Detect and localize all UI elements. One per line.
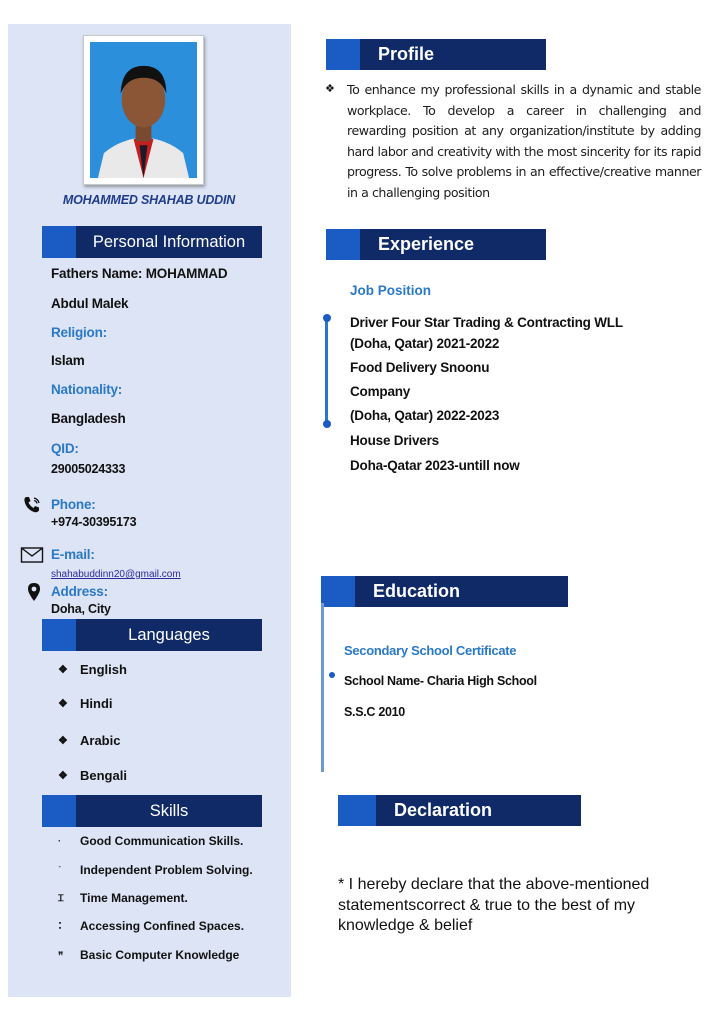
job-position-label: Job Position — [350, 283, 431, 298]
education-school: School Name- Charia High School — [344, 674, 537, 688]
experience-line: Doha-Qatar 2023-untill now — [350, 458, 520, 473]
experience-line: Company — [350, 384, 411, 399]
header-accent — [321, 576, 355, 607]
experience-line: Food Delivery Snoonu — [350, 360, 490, 375]
fathers-name-line1: Fathers Name: MOHAMMAD — [51, 266, 228, 281]
timeline-dot — [329, 672, 335, 678]
header-accent — [326, 229, 360, 260]
diamond-bullet-icon: ❖ — [325, 83, 335, 95]
education-timeline — [321, 603, 324, 772]
timeline-dot — [323, 314, 331, 322]
skill-item — [58, 891, 188, 905]
address-value: Doha, City — [51, 602, 111, 616]
experience-title: Experience — [378, 234, 475, 254]
skill-label: Basic Computer Knowledge — [80, 948, 240, 962]
experience-timeline — [325, 318, 328, 424]
header-accent — [338, 795, 376, 826]
header-accent — [326, 39, 360, 70]
header-accent — [42, 226, 76, 258]
declaration-title: Declaration — [394, 800, 493, 820]
personal-information-title: Personal Information — [92, 232, 246, 251]
profile-summary: To enhance my professional skills in a dynamic and stable workplace. To develop a career in challenging and rewarding position at any organization/institute by adding hard labor and creativity with the most sincerity for its rapid progress. To solve problems in an effective/creative manner in a challenging position — [347, 82, 701, 200]
language-label: Hindi — [80, 696, 113, 711]
qid-value: 29005024333 — [51, 462, 126, 476]
experience-line: (Doha, Qatar) 2021-2022 — [350, 336, 500, 351]
candidate-name: MOHAMMED SHAHAB UDDIN — [62, 193, 236, 207]
religion-value: Islam — [51, 353, 85, 368]
experience-line: (Doha, Qatar) 2022-2023 — [350, 408, 500, 423]
skills-header — [42, 795, 262, 827]
bullet-mark-icon: Ꮖ — [58, 892, 64, 903]
phone-icon — [22, 495, 42, 515]
language-item — [58, 733, 120, 748]
declaration-text: * I hereby declare that the above-mentioned statementscorrect & true to the best of my knowledge & belief — [338, 876, 650, 934]
email-label: E-mail: — [51, 547, 95, 562]
skill-item — [58, 919, 244, 933]
portrait-image — [90, 42, 197, 178]
skill-item — [58, 834, 243, 848]
language-item — [58, 768, 127, 783]
experience-line: Driver Four Star Trading & Contracting WLL — [350, 315, 623, 330]
envelope-icon — [20, 545, 44, 565]
profile-title: Profile — [378, 44, 435, 64]
header-accent — [42, 795, 76, 827]
profile-header — [326, 39, 546, 70]
personal-information-header — [42, 226, 262, 258]
experience-header — [326, 229, 546, 260]
language-item — [58, 662, 127, 677]
timeline-dot — [323, 420, 331, 428]
bullet-mark-icon: · — [58, 836, 61, 846]
skill-label: Independent Problem Solving. — [80, 863, 253, 877]
education-title: Education — [373, 581, 461, 601]
phone-label: Phone: — [51, 497, 96, 512]
language-label: Bengali — [80, 768, 127, 783]
education-certificate: Secondary School Certificate — [344, 643, 517, 658]
languages-header — [42, 619, 262, 651]
qid-label: QID: — [51, 441, 79, 456]
diamond-bullet-icon: ❖ — [58, 770, 68, 782]
nationality-label: Nationality: — [51, 382, 123, 397]
experience-line: House Drivers — [350, 433, 439, 448]
education-header — [321, 576, 568, 607]
skill-item — [58, 948, 239, 962]
profile-photo — [83, 35, 204, 185]
religion-label: Religion: — [51, 325, 107, 340]
language-label: Arabic — [80, 733, 121, 748]
phone-value: +974-30395173 — [51, 515, 137, 529]
diamond-bullet-icon: ❖ — [58, 735, 68, 747]
nationality-value: Bangladesh — [51, 411, 126, 426]
skill-label: Time Management. — [80, 891, 188, 905]
fathers-name-line2: Abdul Malek — [51, 296, 129, 311]
skill-label: Accessing Confined Spaces. — [80, 919, 245, 933]
skill-item — [58, 863, 253, 877]
declaration-header — [338, 795, 581, 826]
diamond-bullet-icon: ❖ — [58, 664, 68, 676]
map-pin-icon — [26, 582, 42, 602]
skills-title: Skills — [149, 801, 189, 820]
bullet-mark-icon: ꟸ — [58, 949, 64, 960]
diamond-bullet-icon: ❖ — [58, 698, 68, 710]
skill-label: Good Communication Skills. — [80, 834, 244, 848]
header-accent — [42, 619, 76, 651]
education-year: S.S.C 2010 — [344, 705, 405, 719]
language-label: English — [80, 662, 127, 677]
language-item — [58, 696, 113, 711]
languages-title: Languages — [128, 625, 210, 644]
bullet-mark-icon: ˺ — [58, 865, 61, 875]
bullet-mark-icon: ⠅ — [58, 920, 65, 931]
email-link[interactable]: shahabuddinn20@gmail.com — [51, 569, 181, 580]
address-label: Address: — [51, 584, 108, 599]
